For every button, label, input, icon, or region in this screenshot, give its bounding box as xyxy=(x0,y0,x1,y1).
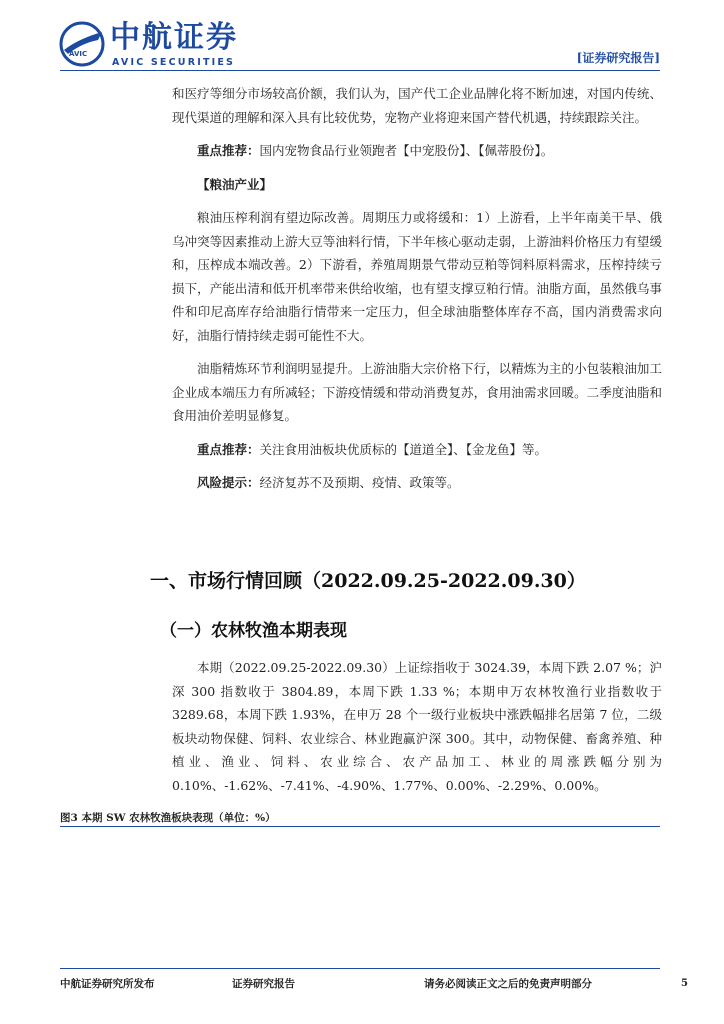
svg-text:AVIC: AVIC xyxy=(69,50,88,58)
risk-warning xyxy=(172,471,662,495)
subsection-title: （一）农林牧渔本期表现 xyxy=(160,621,347,641)
logo-english-text: AVIC SECURITIES xyxy=(112,57,236,68)
avic-logo-icon xyxy=(58,20,106,68)
grain-oil-heading: 【粮油产业】 xyxy=(197,176,273,192)
paragraph-pet-industry: 和医疗等细分市场较高价额，我们认为，国产代工企业品牌化将不断加速，对国内传统、现代渠道的理解和深入具有比较优势，宠物产业将迎来国产替代机遇，持续跟踪关注。 xyxy=(172,86,662,125)
section-title: 一、市场行情回顾（2022.09.25-2022.09.30） xyxy=(150,570,586,592)
market-review-content xyxy=(172,656,662,797)
avic-logo xyxy=(58,20,258,70)
recommendation-label: 重点推荐： xyxy=(197,143,260,158)
paragraph-market-review: 本期（2022.09.25-2022.09.30）上证综指收于 3024.39，本周下跌 2.07 %；沪深 300 指数收于 3804.89，本周下跌 1.33 %；本期申万农林牧渔行业指数收于 3289.68，本周下跌 1.93%，在申万 28 个一级行业板块中涨跌幅排名居第 7 位，二级板块动物保健、饲料、农业综合、林业跑赢沪深 300。其中，动物保健、畜禽养殖、种植业、渔业、饲料、农业综合、农产品加工、林业的周涨跌幅分别为 0.10%、-1.62%、-7.41%、-4.90%、1.77%、0.00%、-2.29%、0.00%。 xyxy=(172,660,662,793)
risk-label: 风险提示： xyxy=(197,475,260,490)
recommendation-pet xyxy=(172,139,662,163)
body-content xyxy=(172,82,662,495)
footer-report-type: 证券研究报告 xyxy=(232,978,295,990)
footer-divider xyxy=(60,968,660,969)
page-header xyxy=(0,0,724,78)
recommendation-text: 关注食用油板块优质标的【道道全】、【金龙鱼】等。 xyxy=(259,441,548,457)
figure-caption: 图3 本期 SW 农林牧渔板块表现（单位：%） xyxy=(60,812,276,824)
page-number: 5 xyxy=(681,978,688,989)
risk-text: 经济复苏不及预期、疫情、政策等。 xyxy=(259,475,460,490)
recommendation-label: 重点推荐： xyxy=(197,441,260,457)
paragraph-oil-refining: 油脂精炼环节利润明显提升。上游油脂大宗价格下行，以精炼为主的小包装粮油加工企业成本端压力有所减轻；下游疫情缓和带动消费复苏，食用油需求回暖。二季度油脂和食用油价差明显修复。 xyxy=(172,361,662,423)
logo-chinese-text: 中航证券 xyxy=(110,20,238,55)
footer-disclaimer: 请务必阅读正文之后的免责声明部分 xyxy=(424,978,592,990)
report-type-tag: [证券研究报告] xyxy=(576,51,660,65)
header-divider xyxy=(60,70,660,71)
figure-divider xyxy=(60,826,660,827)
paragraph-grain-oil-pressing: 粮油压榨利润有望边际改善。周期压力或将缓和：1）上游看，上半年南美干旱、俄乌冲突等因素推动上游大豆等油料行情，下半年核心驱动走弱，上游油料价格压力有望缓和，压榨成本端改善。2）下游看，养殖周期景气带动豆粕等饲料原料需求，压榨持续亏损下，产能出清和低开机率带来供给收缩，也有望支撑豆粕行情。油脂方面，虽然俄乌事件和印尼高库存给油脂行情带来一定压力，但全球油脂整体库存不高，国内消费需求向好，油脂行情持续走弱可能性不大。 xyxy=(172,210,662,343)
footer-publisher: 中航证券研究所发布 xyxy=(60,978,155,990)
recommendation-text: 国内宠物食品行业领跑者【中宠股份】、【佩蒂股份】。 xyxy=(259,143,554,158)
recommendation-grain-oil xyxy=(172,438,662,462)
